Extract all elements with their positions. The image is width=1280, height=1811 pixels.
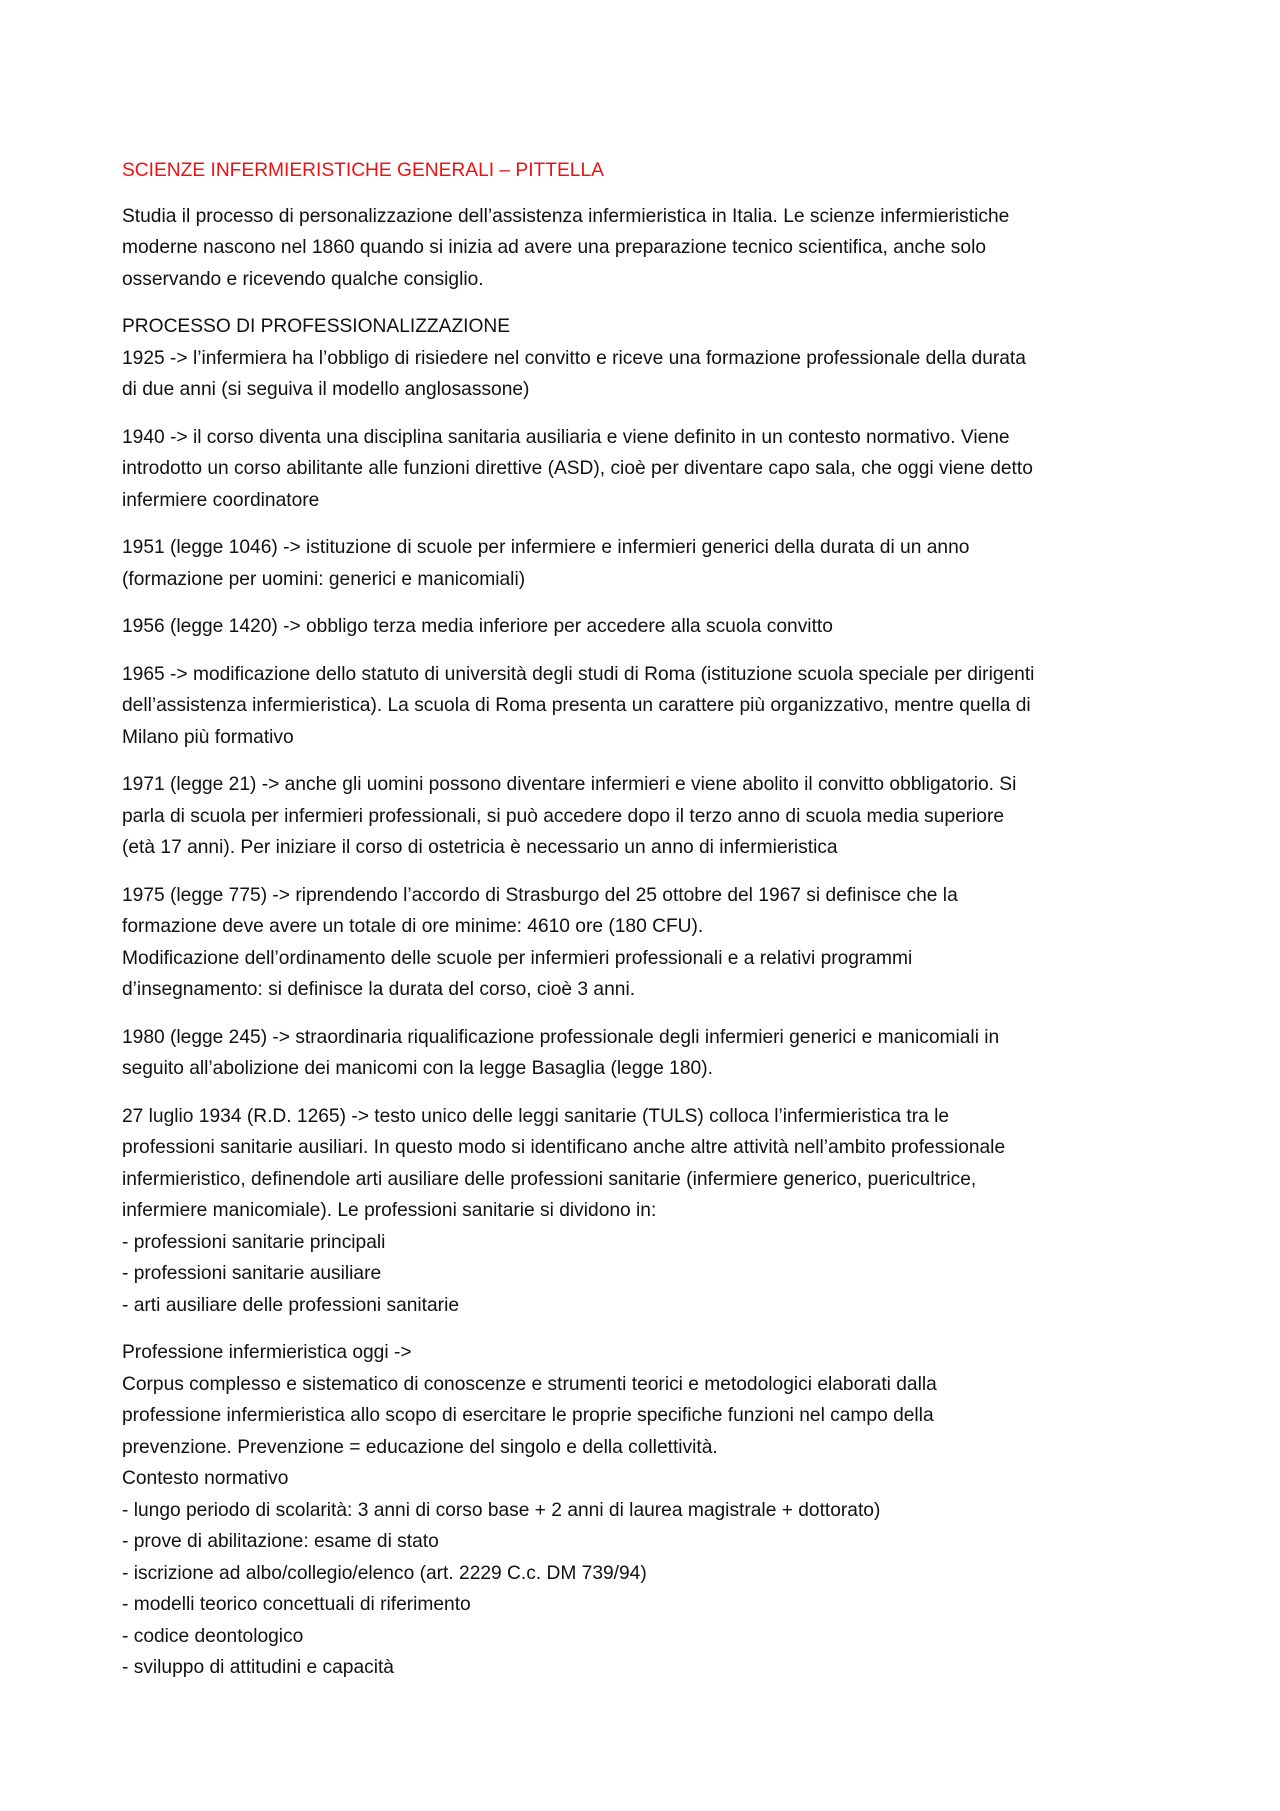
text-line: - codice deontologico: [122, 1625, 304, 1647]
text-line: professioni sanitarie ausiliari. In questo modo si identificano anche altre attività nell’ambito professionale: [122, 1137, 1006, 1158]
text-line: (formazione per uomini: generici e manicomiali): [122, 568, 526, 590]
paragraph: [122, 532, 1170, 595]
text-line: - modelli teorico concettuali di riferimento: [122, 1594, 471, 1615]
text-line: 1956 (legge 1420) -> obbligo terza media inferiore per accedere alla scuola convitto: [122, 616, 833, 637]
paragraph: [122, 659, 1170, 754]
text-line: 1940 -> il corso diventa una disciplina sanitaria ausiliaria e viene definito in un contesto normativo. Viene: [122, 426, 1010, 448]
paragraph: [122, 1022, 1170, 1085]
text-line: - arti ausiliare delle professioni sanitarie: [122, 1294, 460, 1316]
text-line: infermieristico, definendole arti ausiliare delle professioni sanitarie (infermiere generico, puericultrice,: [122, 1168, 977, 1190]
text-line: - lungo periodo di scolarità: 3 anni di corso base + 2 anni di laurea magistrale + dottorato): [122, 1499, 881, 1521]
text-line: 1925 -> l’infermiera ha l’obbligo di risiedere nel convitto e riceve una formazione professionale della durata: [122, 347, 1026, 369]
text-line: professione infermieristica allo scopo di esercitare le proprie specifiche funzioni nel campo della: [122, 1405, 934, 1426]
text-line: - iscrizione ad albo/collegio/elenco (art. 2229 C.c. DM 739/94): [122, 1562, 647, 1584]
text-line: - professioni sanitarie ausiliare: [122, 1263, 382, 1284]
text-line: (età 17 anni). Per iniziare il corso di ostetricia è necessario un anno di infermieristica: [122, 837, 838, 858]
text-line: introdotto un corso abilitante alle funzioni direttive (ASD), cioè per diventare capo sala, che oggi viene detto: [122, 458, 1033, 479]
text-line: 1965 -> modificazione dello statuto di università degli studi di Roma (istituzione scuola speciale per dirigenti: [122, 663, 1035, 685]
document-body: [122, 201, 1170, 1684]
text-line: parla di scuola per infermieri professionali, si può accedere dopo il terzo anno di scuola media superiore: [122, 805, 1005, 827]
text-line: 1975 (legge 775) -> riprendendo l’accordo di Strasburgo del 25 ottobre del 1967 si definisce che la: [122, 884, 958, 906]
text-line: - professioni sanitarie principali: [122, 1231, 386, 1253]
text-line: 1971 (legge 21) -> anche gli uomini possono diventare infermieri e viene abolito il convitto obbligatorio. Si: [122, 774, 1017, 795]
text-line: d’insegnamento: si definisce la durata del corso, cioè 3 anni.: [122, 979, 636, 1000]
text-line: di due anni (si seguiva il modello anglosassone): [122, 379, 530, 400]
paragraph: [122, 311, 1170, 406]
text-line: Corpus complesso e sistematico di conoscenze e strumenti teorici e metodologici elaborati dalla: [122, 1373, 937, 1395]
text-line: PROCESSO DI PROFESSIONALIZZAZIONE: [122, 316, 511, 337]
text-line: Professione infermieristica oggi ->: [122, 1342, 412, 1363]
text-line: - prove di abilitazione: esame di stato: [122, 1531, 439, 1552]
text-line: moderne nascono nel 1860 quando si inizia ad avere una preparazione tecnico scientifica, anche solo: [122, 237, 987, 258]
text-line: Milano più formativo: [122, 726, 294, 748]
text-line: dell’assistenza infermieristica). La scuola di Roma presenta un carattere più organizzativo, mentre quella di: [122, 695, 1031, 716]
text-line: prevenzione. Prevenzione = educazione del singolo e della collettività.: [122, 1436, 718, 1458]
text-line: seguito all’abolizione dei manicomi con la legge Basaglia (legge 180).: [122, 1058, 713, 1079]
title-text: SCIENZE INFERMIERISTICHE GENERALI – PITTELLA: [122, 160, 604, 181]
paragraph: [122, 611, 1170, 643]
document-title: [122, 155, 1170, 187]
paragraph: [122, 422, 1170, 517]
text-line: Contesto normativo: [122, 1468, 289, 1489]
text-line: infermiere coordinatore: [122, 489, 320, 511]
paragraph: [122, 769, 1170, 864]
text-line: osservando e ricevendo qualche consiglio.: [122, 268, 484, 290]
paragraph: [122, 880, 1170, 1006]
text-line: Studia il processo di personalizzazione dell’assistenza infermieristica in Italia. Le scienze infermieristiche: [122, 205, 1010, 227]
text-line: 27 luglio 1934 (R.D. 1265) -> testo unico delle leggi sanitarie (TULS) colloca l’infermieristica tra le: [122, 1105, 950, 1127]
text-line: 1951 (legge 1046) -> istituzione di scuole per infermiere e infermieri generici della durata di un anno: [122, 537, 970, 558]
text-line: formazione deve avere un totale di ore minime: 4610 ore (180 CFU).: [122, 916, 704, 937]
paragraph: [122, 1337, 1170, 1684]
paragraph: [122, 1101, 1170, 1322]
text-line: infermiere manicomiale). Le professioni sanitarie si dividono in:: [122, 1200, 657, 1221]
paragraph: [122, 201, 1170, 296]
text-line: 1980 (legge 245) -> straordinaria riqualificazione professionale degli infermieri generici e manicomiali in: [122, 1026, 1000, 1048]
text-line: Modificazione dell’ordinamento delle scuole per infermieri professionali e a relativi programmi: [122, 947, 913, 969]
text-line: - sviluppo di attitudini e capacità: [122, 1657, 394, 1678]
